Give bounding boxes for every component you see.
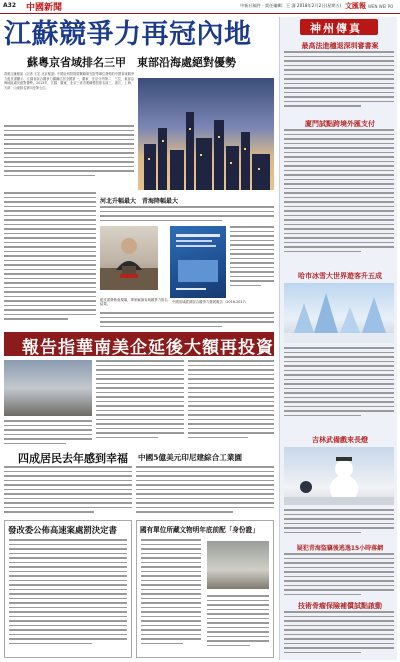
- bottom-left-title: 發改委公佈高速案處罰決定書: [8, 525, 117, 535]
- right-column-lines: [230, 226, 274, 298]
- sidebar-item-lines-2: [284, 129, 394, 267]
- bottom-right-title: 國有單位所藏文物明年底前配「身份證」: [140, 526, 259, 534]
- bottom-right-lines-a: [141, 539, 201, 653]
- sidebar-logo: [300, 19, 378, 35]
- banner-story-lines-right: [188, 360, 274, 446]
- subsection-title: 河北升幅最大 青海降幅最大: [100, 198, 179, 205]
- bottom-right-story: [136, 520, 274, 658]
- speaker-photo: [100, 226, 158, 290]
- mid-right-title: 中國5億美元印尼建綜合工業園: [138, 453, 243, 462]
- city-skyline-photo: [138, 78, 274, 190]
- book-cover-caption: 中國省域經濟綜合競爭力發展報告（2016-2017）: [172, 300, 249, 304]
- mid-left-title: 四成居民去年感到幸福: [18, 452, 128, 465]
- speaker-photo-caption: 藍皮書發佈會現場，專家解讀省域競爭力排名結果。: [100, 298, 168, 307]
- center-column-lines: [100, 312, 274, 328]
- sidebar-logo-text: 神州傳真: [310, 22, 362, 35]
- sidebar-item-title-6: 技術骨瘤保險補償試點啟動: [298, 602, 382, 610]
- page-number: A32: [3, 2, 16, 9]
- main-story-text-lines: [4, 125, 134, 185]
- report-book-cover: [170, 226, 226, 298]
- banner-story-photo: [4, 360, 92, 416]
- bottom-left-lines: [9, 539, 127, 653]
- snow-sculpture-photo: [284, 447, 394, 505]
- sidebar-item-title-3: 哈市冰雪大世界遊客升五成: [298, 272, 382, 280]
- main-story-body: [4, 72, 134, 122]
- sidebar-item-title-1: 最高法進穗退深圳審書案: [301, 42, 379, 50]
- main-subhead: 蘇粵京省域排名三甲 東部沿海處絕對優勢: [27, 56, 236, 69]
- sidebar-item-lines-5: [284, 553, 394, 597]
- artifact-photo: [207, 541, 269, 589]
- section-name: 中國新聞: [26, 3, 63, 13]
- bottom-right-lines-b: [207, 595, 269, 653]
- banner-story-lines-left: [4, 420, 92, 446]
- sidebar-item-lines-6: [284, 611, 394, 657]
- main-headline: 江蘇競爭力再冠內地: [4, 19, 252, 50]
- bottom-left-story: [4, 520, 132, 658]
- masthead: [0, 0, 400, 14]
- sidebar-item-title-2: 廈門試點跨境外匯支付: [305, 120, 375, 128]
- sidebar-item-lines-1: [284, 51, 394, 113]
- sidebar-item-title-4: 吉林武備戲來長燈: [312, 436, 368, 444]
- harbin-ice-photo: [284, 283, 394, 343]
- subsection-lines: [100, 206, 274, 224]
- headline-banner: [4, 332, 274, 356]
- paper-name: 文匯報: [345, 1, 366, 10]
- sidebar-briefs: [279, 17, 397, 660]
- main-story-continued-lines: [4, 192, 96, 324]
- banner-story-lines-mid: [96, 360, 184, 446]
- issue-info: 中新社稿件 · 責任編輯：王 濤 2018年2月2日(星期五): [240, 3, 342, 8]
- main-story-text: 中國社科院財經戰略研究院等單位發佈的中國省域競爭力藍皮書顯示，江蘇省綜合競爭力繼續位居全國第一，廣東、北京分列第二、三位，東部沿海地區處於絕對優勢。2013年、江蘇、廣東、北京三省市連續穩居排名前三，浙江、上海、天津、山東排名第四至第七位。: [4, 72, 134, 90]
- main-story-byline: 香港文匯報訊（記者 王宏 北京報道）: [4, 72, 58, 76]
- banner-headline: 報告指華南美企延後大額再投資: [22, 338, 274, 358]
- paper-name-en: WEN WEI PO: [368, 4, 394, 9]
- sidebar-item-lines-4: [284, 509, 394, 539]
- sidebar-item-lines-3: [284, 347, 394, 427]
- sidebar-item-title-5: 疑犯青海盜竊後逃逸15小時落網: [296, 545, 384, 552]
- mid-left-lines: [4, 466, 132, 516]
- mid-right-lines: [136, 466, 274, 516]
